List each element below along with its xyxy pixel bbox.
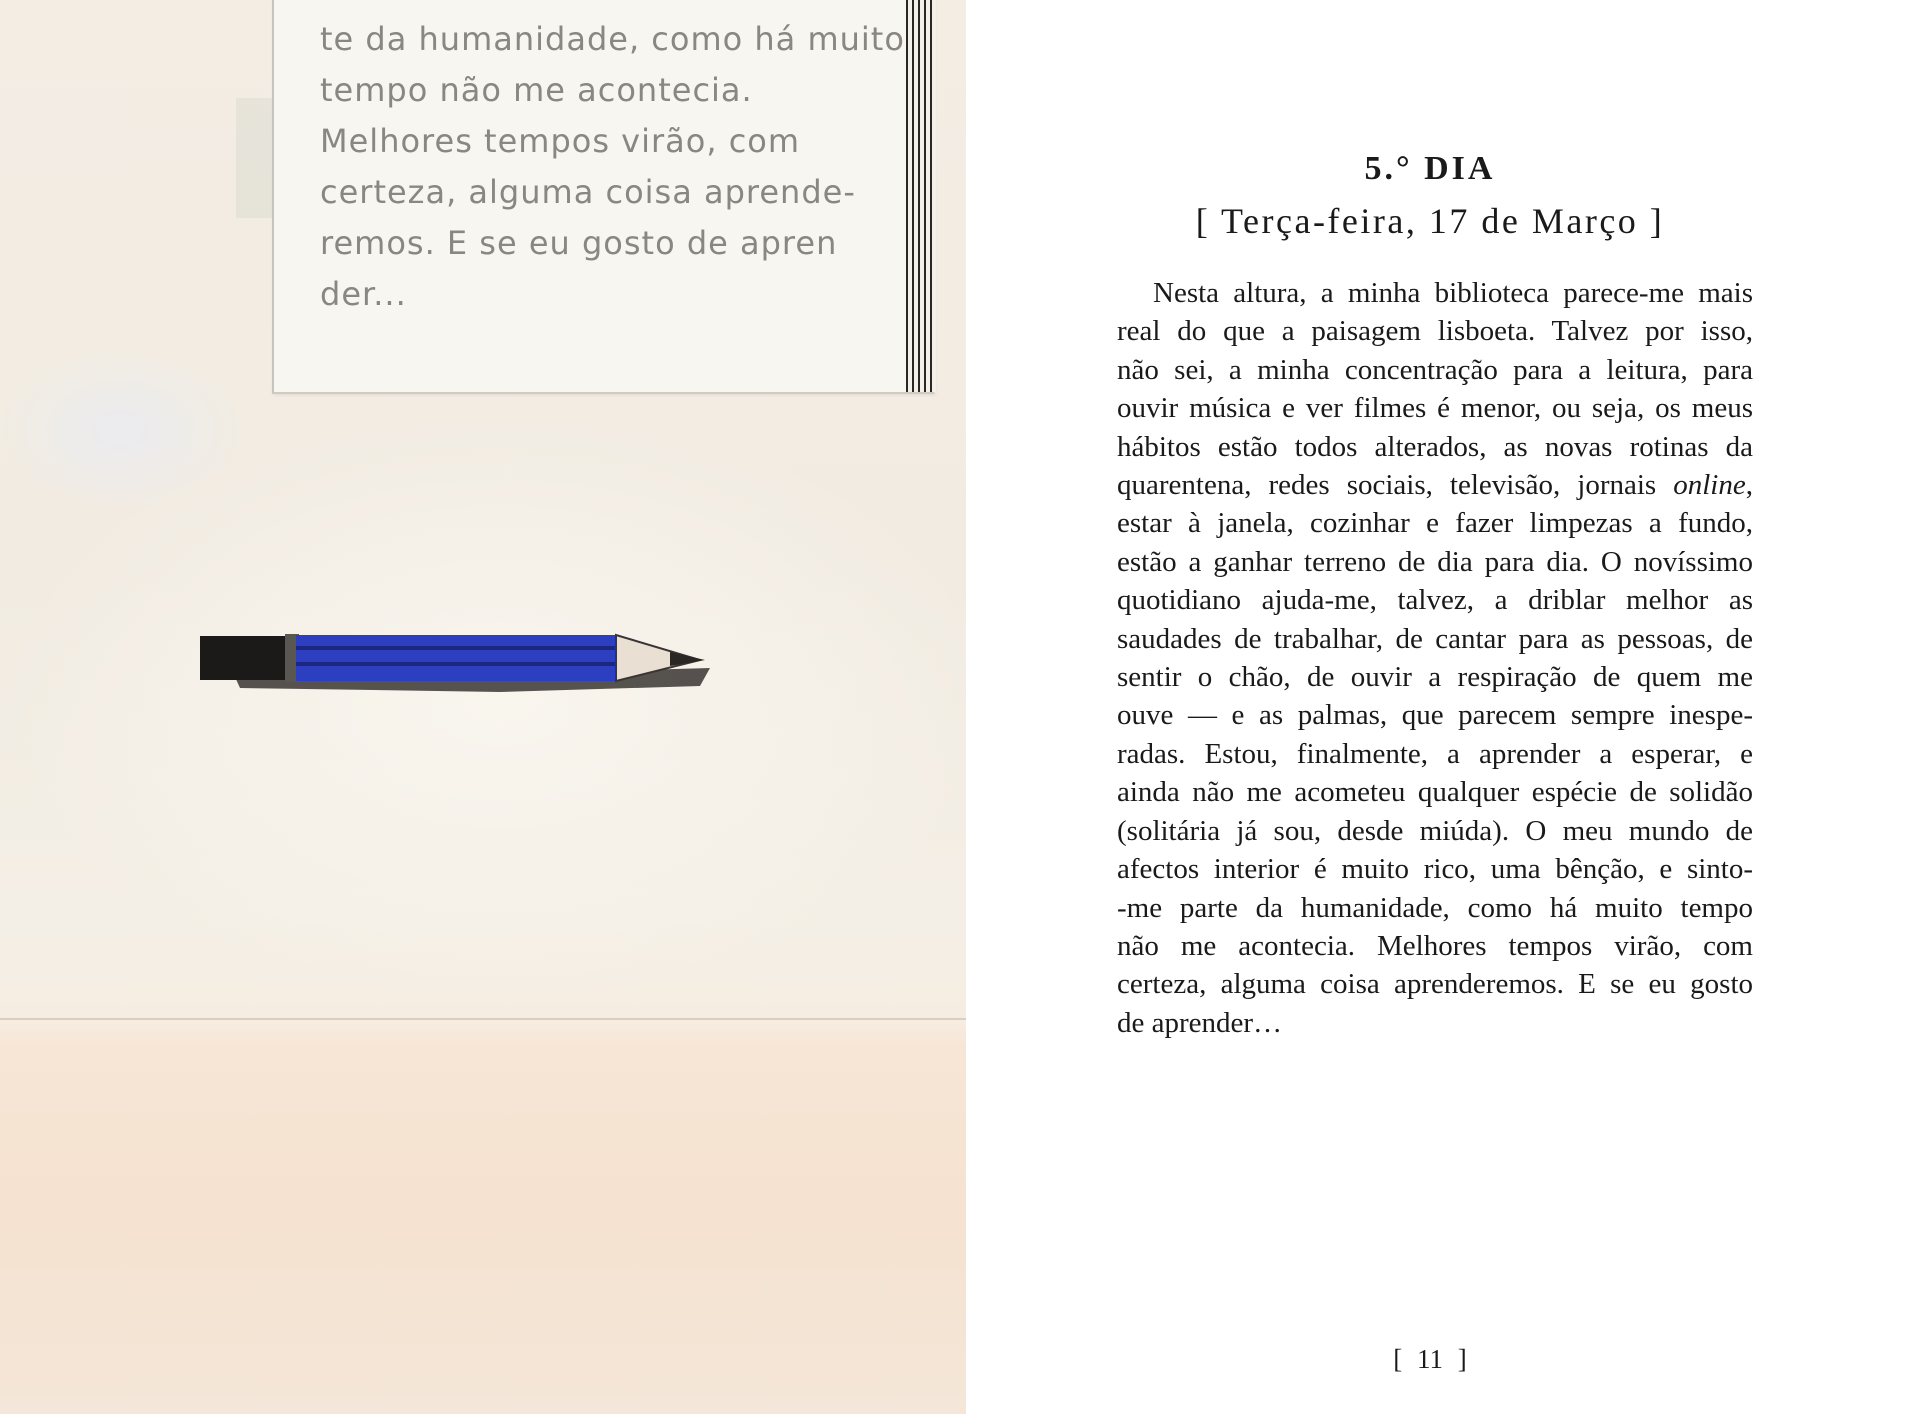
- paper-fold-line: [0, 1018, 966, 1020]
- text-line: saudades de trabalhar, de cantar para as pessoas, de: [1117, 622, 1753, 655]
- text-line: real do que a paisagem lisboeta. Talvez por isso,: [1117, 315, 1753, 348]
- text-line: estar à janela, cozinhar e fazer limpezas a fundo,: [1117, 507, 1753, 540]
- note-line: certeza, alguma coisa aprende-: [320, 173, 856, 211]
- note-line: Melhores tempos virão, com: [320, 122, 801, 160]
- text-line: Nesta altura, a minha biblioteca parece-me mais: [1153, 277, 1753, 309]
- page-number: [ 11 ]: [1393, 1344, 1467, 1374]
- note-line: der...: [320, 275, 407, 313]
- text-line: ainda não me acometeu qualquer espécie de solidão: [1117, 776, 1753, 809]
- note-line: te da humanidade, como há muito: [320, 20, 905, 58]
- italic-trail: ,: [1745, 469, 1753, 502]
- text-line: de aprender…: [1117, 1006, 1283, 1039]
- notebook-spine: [906, 0, 936, 392]
- text-line: ouvir música e ver filmes é menor, ou seja, os meus: [1117, 392, 1753, 425]
- text-line: hábitos estão todos alterados, as novas rotinas da: [1117, 430, 1753, 463]
- text-line: quotidiano ajuda-me, talvez, a driblar melhor as: [1117, 584, 1753, 617]
- text-line: não me acontecia. Melhores tempos virão, com: [1117, 929, 1753, 962]
- chapter-date: [ Terça-feira, 17 de Março ]: [1195, 201, 1665, 241]
- note-line: tempo não me acontecia.: [320, 71, 753, 109]
- text-line: certeza, alguma coisa aprenderemos. E se eu gosto: [1117, 968, 1753, 1001]
- text-line: -me parte da humanidade, como há muito tempo: [1117, 891, 1753, 924]
- pencil-illustration: [200, 626, 720, 706]
- text-line: ouve — e as palmas, que parecem sempre inespe-: [1117, 699, 1753, 732]
- body-paragraph: [1117, 274, 1753, 1042]
- handwritten-note-text: [320, 14, 910, 320]
- text-line: estão a ganhar terreno de dia para dia. O novíssimo: [1117, 545, 1753, 578]
- italic-word: online: [1673, 469, 1746, 502]
- text-line: não sei, a minha concentração para a leitura, para: [1117, 353, 1753, 386]
- chapter-title: 5.° DIA: [1364, 150, 1496, 187]
- text-line-start: quarentena, redes sociais, televisão, jornais: [1117, 469, 1674, 502]
- text-line: (solitária já sou, desde miúda). O meu mundo de: [1117, 814, 1753, 847]
- text-line: afectos interior é muito rico, uma bênção, e sinto-: [1117, 853, 1753, 886]
- text-line: [1117, 466, 1753, 504]
- text-line: sentir o chão, de ouvir a respiração de quem me: [1117, 661, 1753, 694]
- text-line: radas. Estou, finalmente, a aprender a esperar, e: [1117, 737, 1753, 770]
- note-line: remos. E se eu gosto de apren: [320, 224, 838, 262]
